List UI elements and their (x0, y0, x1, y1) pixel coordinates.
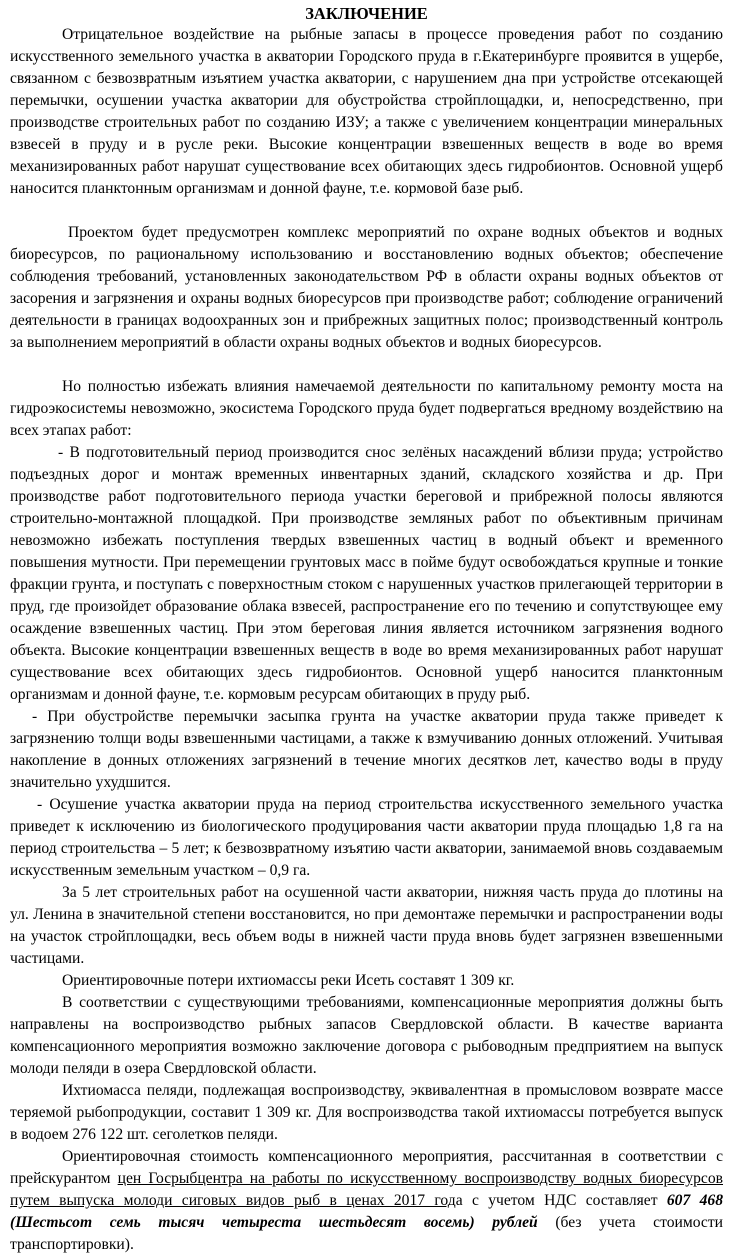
paragraph-cost (10, 1146, 723, 1256)
cost-text-end: (без учета стоимости транспортировки). (10, 1214, 723, 1253)
paragraph-fish-loss: Ориентировочные потери ихтиомассы реки Исеть составят 1 309 кг. (62, 972, 515, 989)
price-list-reference: цен Госрыбцентра на работы по искусственному воспроизводству водных биоресурсов путем выпуска молоди сиговых видов рыб в ценах 2017 год (10, 1170, 723, 1209)
cost-text-mid: а с учетом НДС составляет (455, 1192, 667, 1209)
paragraph-measures: Проектом будет предусмотрен комплекс мероприятий по охране водных объектов и водных биоресурсов, по рациональному использованию и восстановлению водных объектов; обеспечение соблюдения требований, установленных законодательством РФ в области охраны водных объектов от засорения и загрязнения и охраны водных биоресурсов при производстве работ; соблюдение ограничений деятельности в границах водоохранных зон и прибрежных защитных полос; производственный контроль за выполнением мероприятий в области охраны водных объектов и водных биоресурсов. (10, 224, 723, 351)
paragraph-gap (10, 354, 723, 376)
paragraph-restoration: За 5 лет строительных работ на осушенной части акватории, нижняя часть пруда до плотины на ул. Ленина в значительной степени восстановится, но при демонтаже перемычки и распространении воды на участок стройплощадки, весь объем воды в нижней части пруда вновь будет загрязнен взвешенными частицами. (10, 884, 723, 967)
bullet-preparatory-period: - В подготовительный период производится снос зелёных насаждений вблизи пруда; устройство подъездных дорог и монтаж временных инвентарных зданий, складского хозяйства и др. При производстве работ подготовительного периода участки береговой и прибрежной полосы являются строительно-монтажной площадкой. При производстве земляных работ по объективным причинам невозможно избежать поступления твердых взвешенных частиц в водный объект и временного повышения мутности. При перемещении грунтовых масс в пойме будут освобождаться крупные и тонкие фракции грунта, и поступать с поверхностным стоком с нарушенных участков прилегающей территории в пруд, где произойдет образование облака взвесей, распространение его по течению и сопутствующее ему осаждение взвешенных частиц. При этом береговая линия является источником загрязнения водного объекта. Высокие концентрации взвешенных веществ в воде во время механизированных работ нарушат существование всех обитающих здесь гидробионтов. Основной ущерб наносится планктонным организмам и донной фауне, т.е. кормовым ресурсам обитающих в пруду рыб. (10, 444, 723, 703)
page-title: ЗАКЛЮЧЕНИЕ (305, 4, 428, 23)
paragraph-ichthyomass: Ихтиомасса пеляди, подлежащая воспроизводству, эквивалентная в промысловом возврате массе теряемой рыбопродукции, составит 1 309 кг. Для воспроизводства такой ихтиомассы потребуется выпуск в водоем 276 122 шт. сеголетков пеляди. (10, 1082, 723, 1143)
paragraph-unavoidable: Но полностью избежать влияния намечаемой деятельности по капитальному ремонту моста на гидроэкосистемы невозможно, экосистема Городского пруда будет подвергаться вредному воздействию на всех этапах работ: (10, 378, 723, 439)
paragraph-compensation: В соответствии с существующими требованиями, компенсационные мероприятия должны быть направлены на воспроизводство рыбных запасов Свердловской области. В качестве варианта компенсационного мероприятия возможно заключение договора с рыбоводным предприятием на выпуск молоди пеляди в озера Свердловской области. (10, 994, 723, 1077)
paragraph-impact: Отрицательное воздействие на рыбные запасы в процессе проведения работ по созданию искусственного земельного участка в акватории Городского пруда в г.Екатеринбурге проявится в ущербе, связанном с безвозвратным изъятием участка акватории, с нарушением дна при устройстве отсекающей перемычки, осушении участка акватории для обустройства стройплощадки, и, непосредственно, при производстве строительных работ по созданию ИЗУ; а также с увеличением концентрации минеральных взвесей в пруду и в русле реки. Высокие концентрации взвешенных веществ в воде во время механизированных работ нарушат существование всех обитающих здесь гидробионтов. Основной ущерб наносится планктонным организмам и донной фауне, т.е. кормовой базе рыб. (10, 26, 723, 197)
cost-amount: 607 468 (Шестьсот семь тысяч четыреста шестьдесят восемь) рублей (10, 1192, 723, 1231)
bullet-dam-backfill: - При обустройстве перемычки засыпка грунта на участке акватории пруда также приведет к загрязнению толщи воды взвешенными частицами, а также к взмучиванию донных отложений. Учитывая накопление в донных отложениях загрязнений в течение многих десятков лет, качество воды в пруду значительно ухудшится. (10, 708, 723, 791)
paragraph-gap (10, 200, 723, 222)
bullet-drainage: - Осушение участка акватории пруда на период строительства искусственного земельного участка приведет к исключению из биологического продуцирования части акватории пруда площадью 1,8 га на период строительства – 5 лет; к безвозвратному изъятию части акватории, занимаемой вновь создаваемым искусственным земельным участком – 0,9 га. (10, 796, 723, 879)
cost-text-start: Ориентировочная стоимость компенсационного мероприятия, рассчитанная в соответствии с прейскурантом (10, 1148, 723, 1187)
